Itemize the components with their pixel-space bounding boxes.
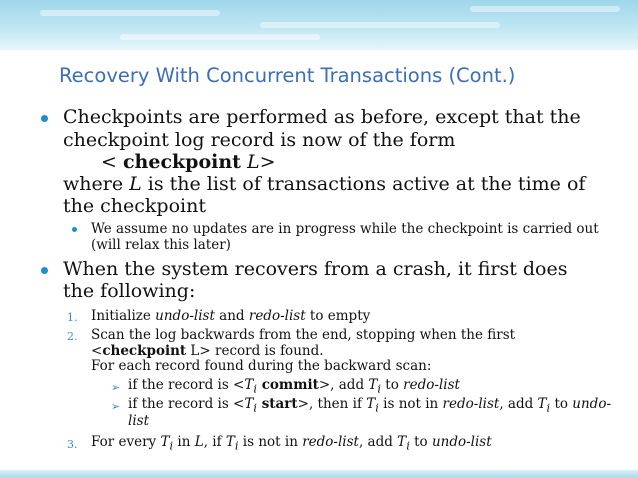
step2-sub-b-line1: if the record is $<T_i$ start>, then if $T_i$ is not in redo-list, add $T_i$ to undo-	[128, 396, 612, 415]
step1-text: Initialize undo-list and redo-list to empty	[91, 308, 371, 324]
slide-title: Recovery With Concurrent Transactions (Cont.)	[59, 64, 516, 87]
bullet1-line2: checkpoint log record is now of the form	[63, 129, 456, 151]
header-band	[0, 0, 638, 50]
step2-line2: <checkpoint L> record is found.	[91, 343, 324, 359]
step2-line3: For each record found during the backward scan:	[91, 358, 432, 374]
sub1-line2: (will relax this later)	[91, 237, 231, 253]
bullet2-line1: When the system recovers from a crash, it first does	[63, 258, 568, 280]
bullet1-line1: Checkpoints are performed as before, except that the	[63, 106, 581, 128]
arrow-bullet-icon: ➢	[111, 381, 121, 394]
bullet2-line2: the following:	[63, 280, 196, 302]
step-number: 2.	[67, 330, 78, 343]
sub-bullet-icon	[72, 227, 77, 232]
arrow-bullet-icon: ➢	[111, 400, 121, 413]
footer-band	[0, 470, 638, 478]
bullet1-line4: where L is the list of transactions active at the time of	[63, 173, 586, 195]
bullet1-line5: the checkpoint	[63, 195, 206, 217]
sub1-line1: We assume no updates are in progress while the checkpoint is carried out	[91, 221, 599, 237]
bullet1-line3: < checkpoint L>	[101, 151, 276, 173]
step-number: 3.	[67, 438, 78, 451]
step-number: 1.	[67, 311, 78, 324]
step3-text: For every $T_i$ in L, if $T_i$ is not in redo-list, add $T_i$ to undo-list	[91, 434, 492, 453]
step2-sub-b-line2: list	[128, 413, 149, 429]
bullet-icon	[41, 115, 48, 122]
step2-line1: Scan the log backwards from the end, stopping when the first	[91, 327, 516, 343]
step2-sub-a: if the record is $<T_i$ commit>, add $T_i$ to redo-list	[128, 377, 460, 396]
bullet-icon	[41, 267, 48, 274]
